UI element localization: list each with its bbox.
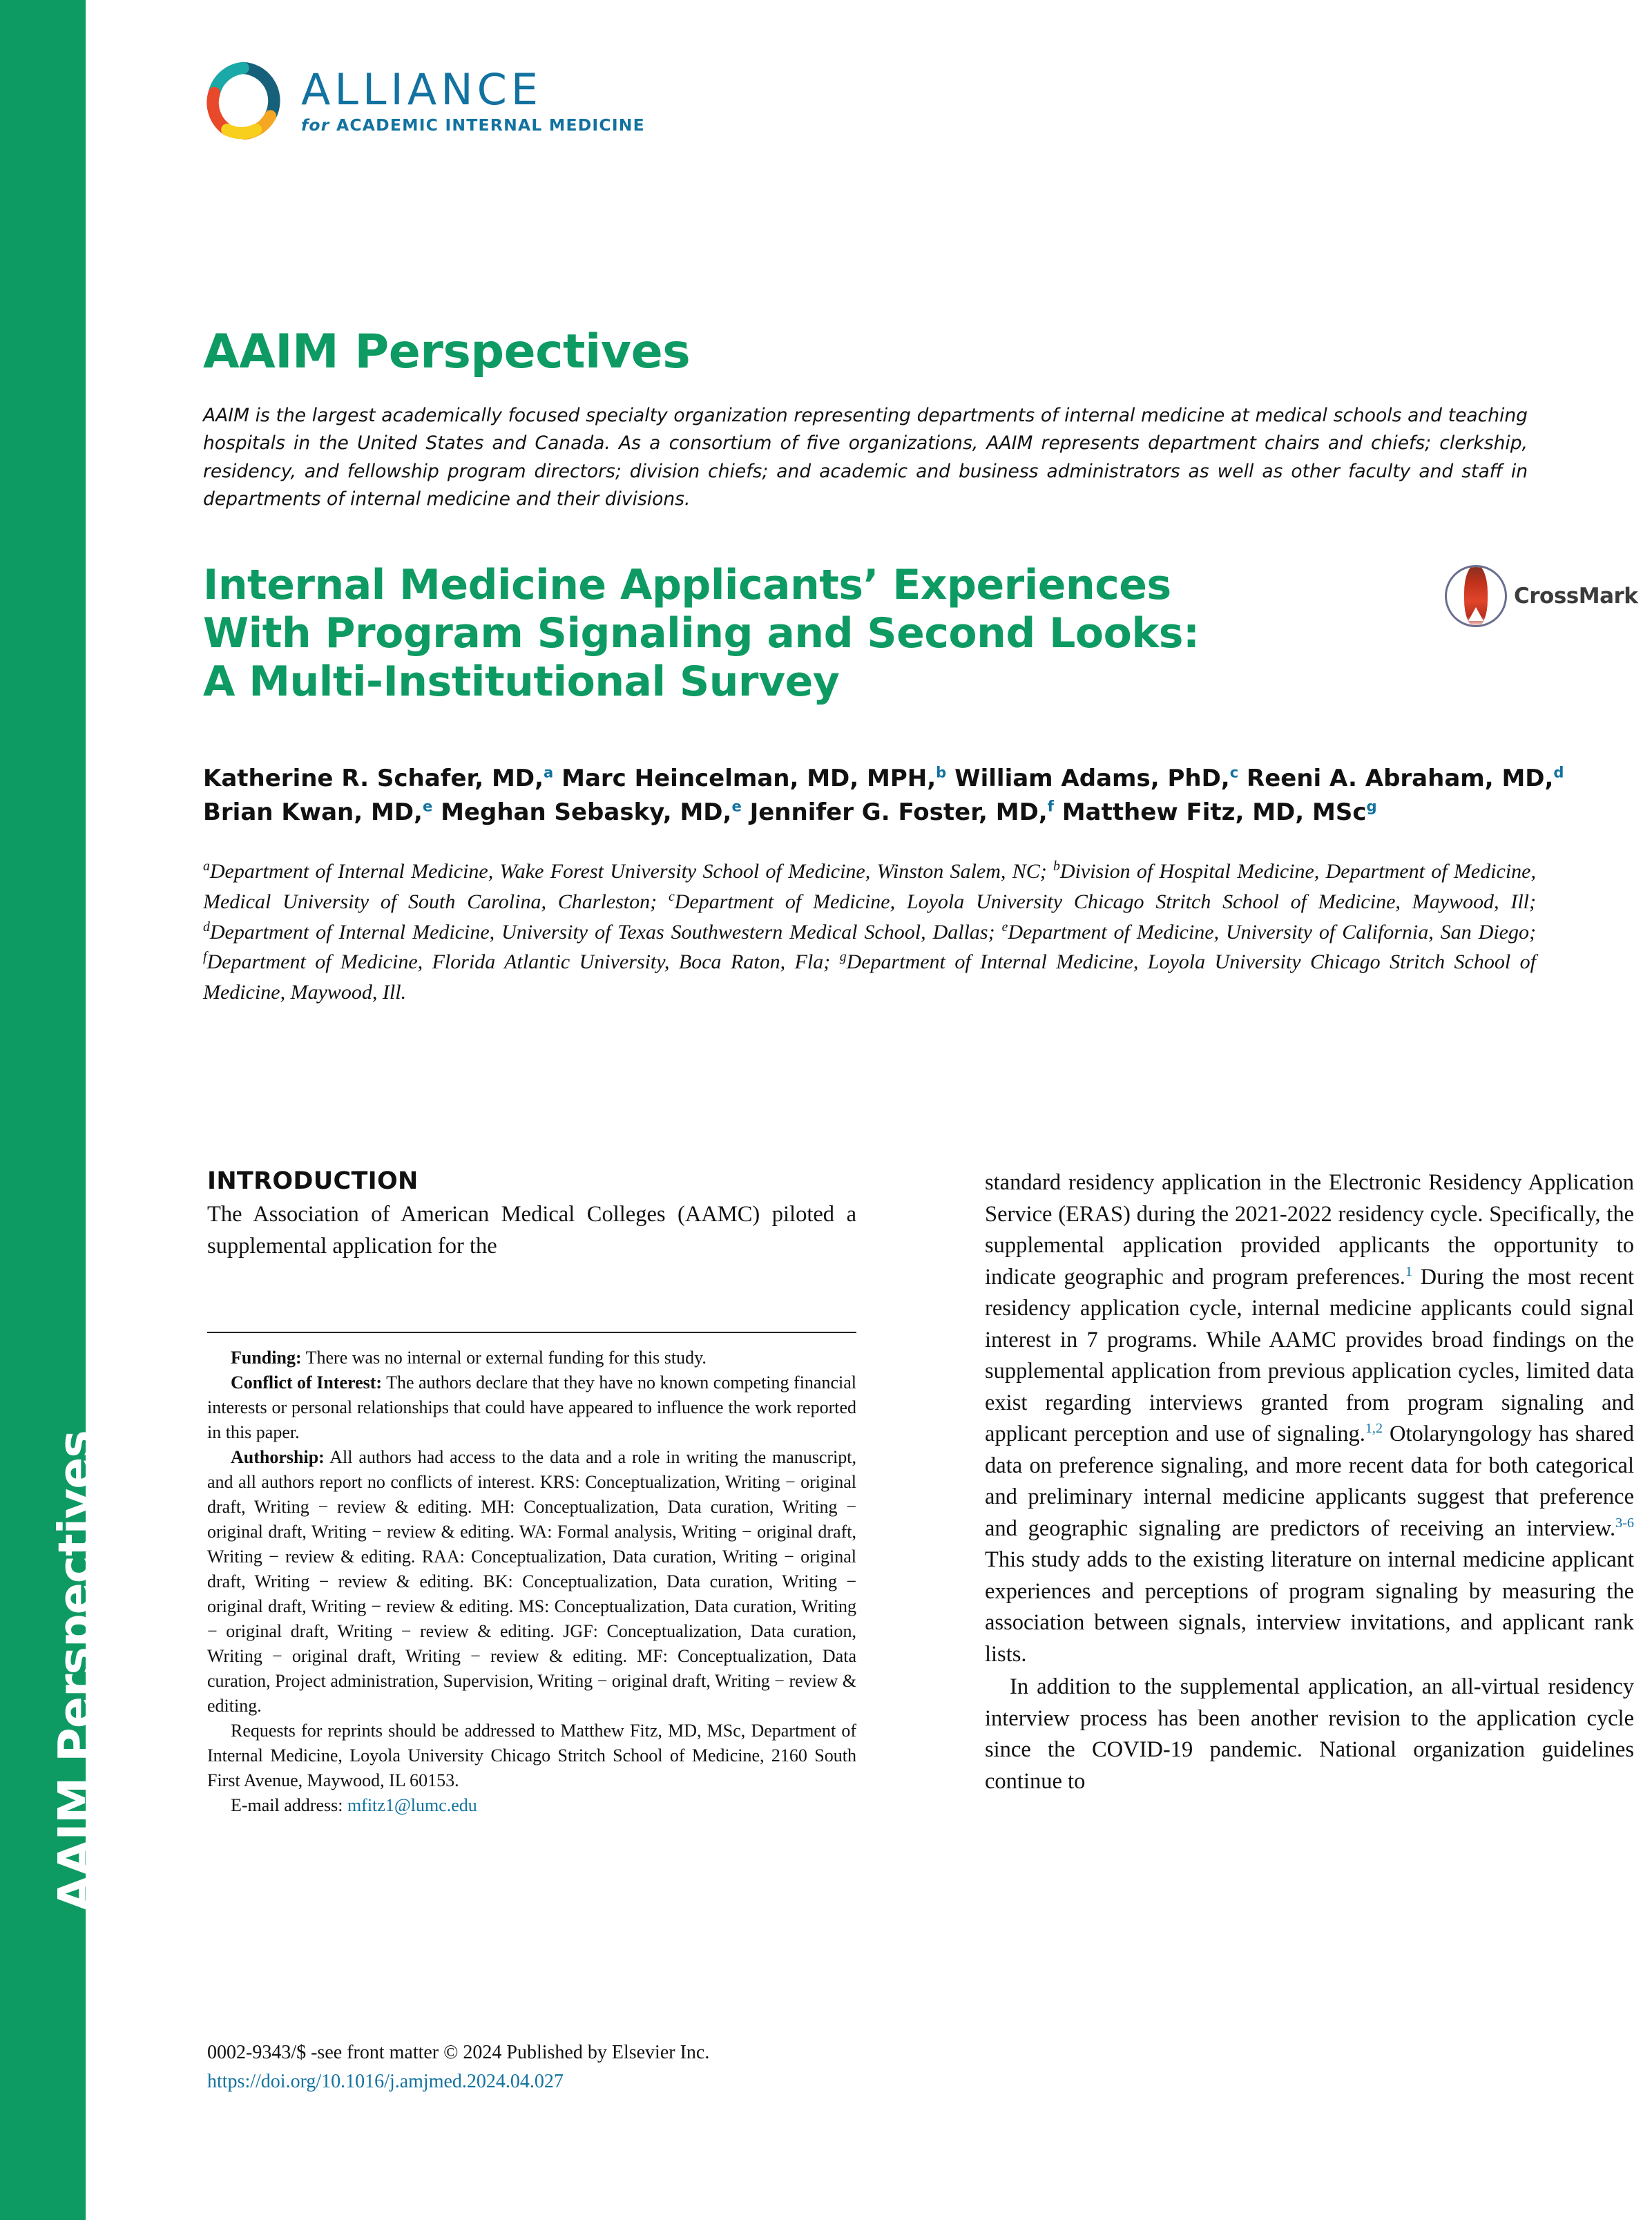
alliance-logo-subtitle [301, 117, 645, 134]
footnote-email-label: E-mail address: [231, 1795, 343, 1815]
alliance-logo-text [301, 64, 645, 135]
footer-issn: 0002-9343/$ -see front matter © 2024 Published by Elsevier Inc. [207, 2042, 710, 2063]
article-title [203, 561, 1267, 707]
author-list [203, 762, 1591, 829]
section-blurb: AAIM is the largest academically focused specialty organization representing departments of internal medicine at medical schools and teaching hospitals in the United States and Canada. As a consortium of five organizations, AAIM represents department chairs and chiefs; clerkship, residency, and fellowship program directors; division chiefs; and academic and business administrators as well as other faculty and staff in departments of internal medicine and their divisions. [203, 405, 1528, 510]
crossmark-badge[interactable] [1445, 566, 1638, 626]
article-title-line-2: With Program Signaling and Second Looks: [203, 609, 1200, 658]
introduction-paragraph: The Association of American Medical Colleges (AAMC) piloted a supplemental application for the [207, 1202, 856, 1259]
footer-doi-link[interactable]: https://doi.org/10.1016/j.amjmed.2024.04.027 [207, 2070, 564, 2092]
footnote-coi-label: Conflict of Interest: [231, 1372, 383, 1393]
left-column [207, 1167, 856, 1262]
footnote-authorship-text: All authors had access to the data and a role in writing the manuscript, and all authors report no conflicts of interest. KRS: Conceptualization, Writing − original draft, Writing − review & editing. MH: Conceptualization, Data curation, Writing − original draft, Writing − review & editing. WA: Formal analysis, Writing − original draft, Writing − review & editing. RAA: Conceptualization, Data curation, Writing − original draft, Writing − review & editing. BK: Conceptualization, Data curation, Writing − original draft, Writing − review & editing. MS: Conceptualization, Data curation, Writing − original draft, Writing − review & editing. JGF: Conceptualization, Data curation, Writing − original draft, Writing − review & editing. MF: Conceptualization, Data curation, Project administration, Supervision, Writing − original draft, Writing − review & editing. [207, 1447, 856, 1716]
affiliations: $^a$Department of Internal Medicine, Wake Forest University School of Medicine, Winston Salem, NC; $^b$Division of Hospital Medicine, Department of Medicine, Medical University of South Carolina, Charleston; $^c$Department of Medicine, Loyola University Chicago Stritch School of Medicine, Maywood, Ill; $^d$Department of Internal Medicine, University of Texas Southwestern Medical School, Dallas; $^e$Department of Medicine, University of California, San Diego; $^f$Department of Medicine, Florida Atlantic University, Boca Raton, Fla; $^g$Department of Internal Medicine, Loyola University Chicago Stritch School of Medicine, Maywood, Ill. [203, 859, 1536, 1004]
footnote-authorship-label: Authorship: [231, 1447, 325, 1467]
page-content [86, 0, 1652, 2220]
footnote-funding-text: There was no internal or external funding for this study. [301, 1348, 707, 1368]
right-column [985, 1167, 1634, 1797]
footnote-email [207, 1793, 856, 1818]
right-paragraph-1: standard residency application in the Electronic Residency Application Service (ERAS) during the 2021-2022 residency cycle. Specifically, the supplemental application provided applicants the opportunity to indicate geographic and program preferences.$^1$ During the most recent residency application cycle, internal medicine applicants could signal interest in 7 programs. While AAMC provides broad findings on the supplemental application from previous application cycles, limited data exist regarding interviews granted from program signaling and applicant perception and use of signaling.$^{1,2}$ Otolaryngology has shared data on preference signaling, and more recent data for both categorical and preliminary internal medicine applicants suggest that preference and geographic signaling are predictors of receiving an interview.$^{3-6}$ This study adds to the existing literature on internal medicine applicant experiences and perceptions of program signaling by measuring the association between signals, interview invitations, and applicant rank lists. [985, 1170, 1634, 1667]
author-line-1: Katherine R. Schafer, MD,$^a$ Marc Heincelman, MD, MPH,$^b$ William Adams, PhD,$^c$ Reeni A. Abraham, MD,$^d$ [203, 763, 1564, 792]
sidebar-vertical-label: AAIM Perspectives [48, 1430, 104, 1912]
introduction-heading: INTRODUCTION [207, 1167, 419, 1195]
footnote-coi-text: The authors declare that they have no known competing financial interests or personal relationships that could have appeared to influence the work reported in this paper. [207, 1372, 856, 1442]
section-heading: AAIM Perspectives [203, 325, 691, 379]
footnote-coi [207, 1370, 856, 1445]
author-line-2: Brian Kwan, MD,$^e$ Meghan Sebasky, MD,$^e$ Jennifer G. Foster, MD,$^f$ Matthew Fitz, MD, MSc$^g$ [203, 797, 1377, 826]
footnote-funding-label: Funding: [231, 1348, 302, 1368]
footnote-authorship [207, 1445, 856, 1719]
alliance-logo-title: ALLIANCE [301, 64, 543, 115]
sidebar-green-band [0, 0, 104, 2220]
crossmark-label: CrossMark [1514, 584, 1638, 609]
alliance-logo [203, 61, 645, 141]
footnote-funding [207, 1346, 856, 1370]
alliance-ring-icon [203, 61, 283, 141]
right-paragraph-2: In addition to the supplemental application, an all-virtual residency interview process has been another revision to the application cycle since the COVID-19 pandemic. National organization guidelines continue to [985, 1674, 1634, 1794]
footnote-divider [207, 1332, 856, 1333]
footnote-block [207, 1346, 856, 1818]
article-title-line-1: Internal Medicine Applicants’ Experiences [203, 561, 1171, 609]
alliance-logo-sub-for: for [301, 115, 330, 135]
crossmark-icon [1445, 565, 1507, 627]
article-title-line-3: A Multi-Institutional Survey [203, 658, 840, 707]
footnote-email-link[interactable]: mfitz1@lumc.edu [347, 1795, 477, 1815]
footnote-reprints: Requests for reprints should be addressed to Matthew Fitz, MD, MSc, Department of Internal Medicine, Loyola University Chicago Stritch School of Medicine, 2160 South First Avenue, Maywood, IL 60153. [207, 1721, 856, 1790]
alliance-logo-sub-rest: ACADEMIC INTERNAL MEDICINE [336, 115, 645, 135]
page-footer [207, 2039, 898, 2096]
